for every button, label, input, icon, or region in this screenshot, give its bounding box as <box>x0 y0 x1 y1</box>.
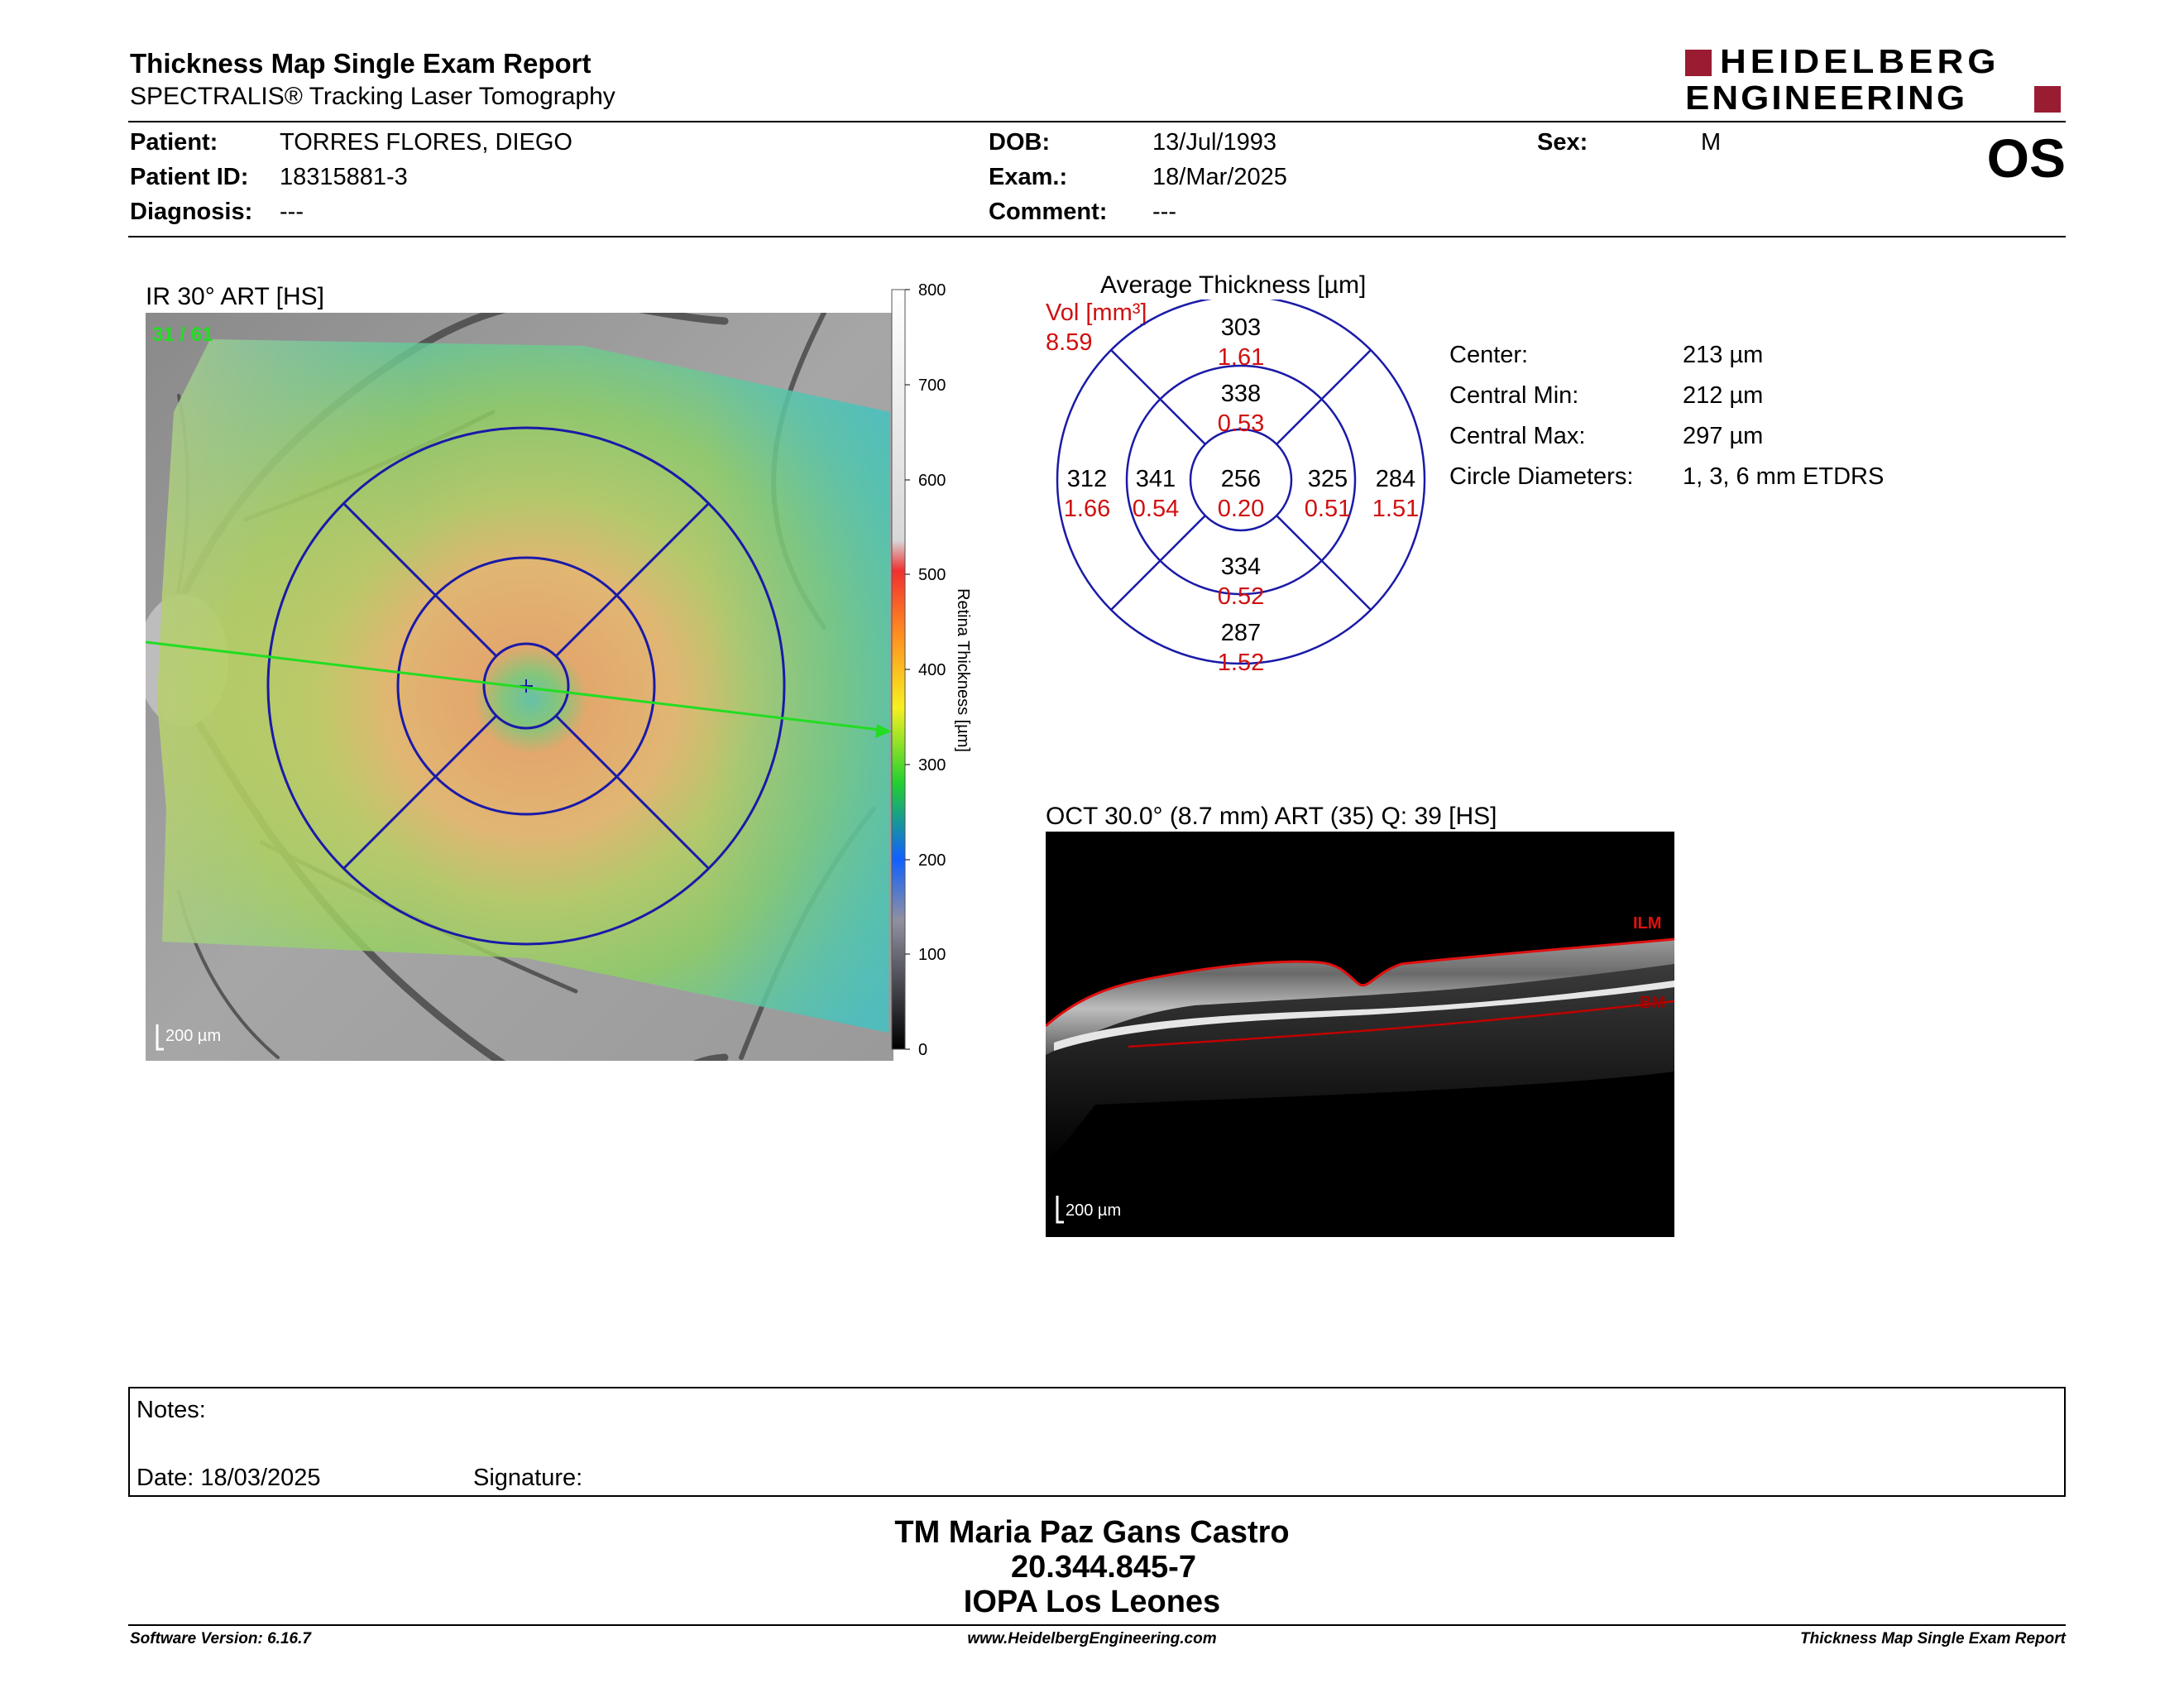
colorbar-ticks <box>905 281 946 1059</box>
logo-line2: ENGINEERING <box>1685 79 1968 117</box>
footer-report-name: Thickness Map Single Exam Report <box>1800 1630 2066 1647</box>
inner-inferior-volume: 0.52 <box>1217 583 1265 610</box>
sex-value: M <box>1701 129 1722 156</box>
report-title: Thickness Map Single Exam Report <box>130 48 592 79</box>
center-volume: 0.20 <box>1217 496 1265 522</box>
inner-inferior-thickness: 334 <box>1220 554 1262 580</box>
dob-label: DOB: <box>989 129 1051 156</box>
stat-central-max-label: Central Max: <box>1449 423 1586 449</box>
colorbar-tick: 400 <box>918 661 946 679</box>
stat-central-min-label: Central Min: <box>1449 382 1579 409</box>
signatory-name: TM Maria Paz Gans Castro <box>894 1515 1290 1550</box>
inner-right-thickness: 325 <box>1307 466 1348 492</box>
logo-square-bottom <box>2034 86 2061 113</box>
ir-thickness-map <box>146 313 893 1061</box>
inner-left-thickness: 341 <box>1135 466 1176 492</box>
outer-right-thickness: 284 <box>1375 466 1416 492</box>
diagnosis-label: Diagnosis: <box>130 199 253 225</box>
signatory-institution: IOPA Los Leones <box>963 1585 1221 1619</box>
comment-value: --- <box>1152 199 1176 225</box>
ir-image-title: IR 30° ART [HS] <box>146 283 324 310</box>
patient-id: 18315881-3 <box>280 164 408 190</box>
stat-circle-diameters-label: Circle Diameters: <box>1449 463 1634 490</box>
eye-indicator: OS <box>1986 127 2066 189</box>
etdrs-grid <box>1042 300 1439 697</box>
diagnosis-value: --- <box>280 199 304 225</box>
sex-label: Sex: <box>1537 129 1588 156</box>
colorbar-gradient <box>892 290 905 1049</box>
outer-superior-volume: 1.61 <box>1217 344 1265 371</box>
outer-left-thickness: 312 <box>1066 466 1108 492</box>
colorbar-tick: 200 <box>918 851 946 870</box>
logo-line1: HEIDELBERG <box>1720 43 2000 81</box>
dob-value: 13/Jul/1993 <box>1152 129 1276 156</box>
etdrs-title: Average Thickness [µm] <box>1100 271 1367 299</box>
report-subtitle: SPECTRALIS® Tracking Laser Tomography <box>130 83 615 110</box>
outer-right-volume: 1.51 <box>1372 496 1420 522</box>
header-divider-bottom <box>128 236 2066 237</box>
exam-label: Exam.: <box>989 164 1068 190</box>
outer-inferior-thickness: 287 <box>1220 620 1262 646</box>
notes-label: Notes: <box>136 1397 206 1423</box>
footer-website[interactable]: www.HeidelbergEngineering.com <box>967 1630 1217 1647</box>
stat-circle-diameters-value: 1, 3, 6 mm ETDRS <box>1683 463 1885 490</box>
oct-scale-label: 200 µm <box>1066 1201 1122 1220</box>
colorbar-tick: 0 <box>918 1041 928 1059</box>
outer-left-volume: 1.66 <box>1063 496 1111 522</box>
heidelberg-logo <box>1684 45 2064 119</box>
inner-left-volume: 0.54 <box>1132 496 1180 522</box>
outer-inferior-volume: 1.52 <box>1217 650 1265 676</box>
comment-label: Comment: <box>989 199 1108 225</box>
footer-software-version: Software Version: 6.16.7 <box>130 1630 311 1647</box>
colorbar-tick: 700 <box>918 376 946 395</box>
center-thickness: 256 <box>1220 466 1262 492</box>
exam-value: 18/Mar/2025 <box>1152 164 1287 190</box>
scan-counter: 31 / 61 <box>152 324 213 346</box>
etdrs-values <box>1064 314 1419 676</box>
colorbar-tick: 500 <box>918 566 946 584</box>
ir-scale-label: 200 µm <box>165 1027 222 1045</box>
notes-signature-label: Signature: <box>473 1465 583 1491</box>
footer-divider <box>128 1624 2066 1626</box>
thickness-colorbar <box>890 281 981 1059</box>
logo-square-top <box>1685 50 1712 76</box>
total-volume: 8.59 <box>1046 329 1093 356</box>
colorbar-tick: 600 <box>918 472 946 490</box>
colorbar-tick: 800 <box>918 281 946 300</box>
inner-right-volume: 0.51 <box>1304 496 1352 522</box>
stat-central-min-value: 212 µm <box>1683 382 1764 409</box>
colorbar-title: Retina Thickness [µm] <box>954 588 972 752</box>
header-divider-top <box>128 121 2066 122</box>
inner-superior-volume: 0.53 <box>1217 410 1265 437</box>
bm-label: BM <box>1640 994 1666 1012</box>
colorbar-tick: 100 <box>918 946 946 964</box>
volume-label: Vol [mm³] <box>1046 300 1147 326</box>
notes-date: Date: 18/03/2025 <box>136 1465 321 1491</box>
patient-label: Patient: <box>130 129 218 156</box>
colorbar-tick: 300 <box>918 756 946 774</box>
oct-title: OCT 30.0° (8.7 mm) ART (35) Q: 39 [HS] <box>1046 803 1497 830</box>
patient-name: TORRES FLORES, DIEGO <box>280 129 572 156</box>
signatory-rut: 20.344.845-7 <box>1011 1550 1196 1585</box>
stat-center-label: Center: <box>1449 342 1529 368</box>
outer-superior-thickness: 303 <box>1220 314 1262 341</box>
oct-bscan <box>1046 832 1674 1237</box>
notes-box <box>128 1387 2066 1497</box>
stat-center-value: 213 µm <box>1683 342 1764 368</box>
ilm-label: ILM <box>1633 914 1662 933</box>
stat-central-max-value: 297 µm <box>1683 423 1764 449</box>
inner-superior-thickness: 338 <box>1220 381 1262 407</box>
patient-id-label: Patient ID: <box>130 164 249 190</box>
